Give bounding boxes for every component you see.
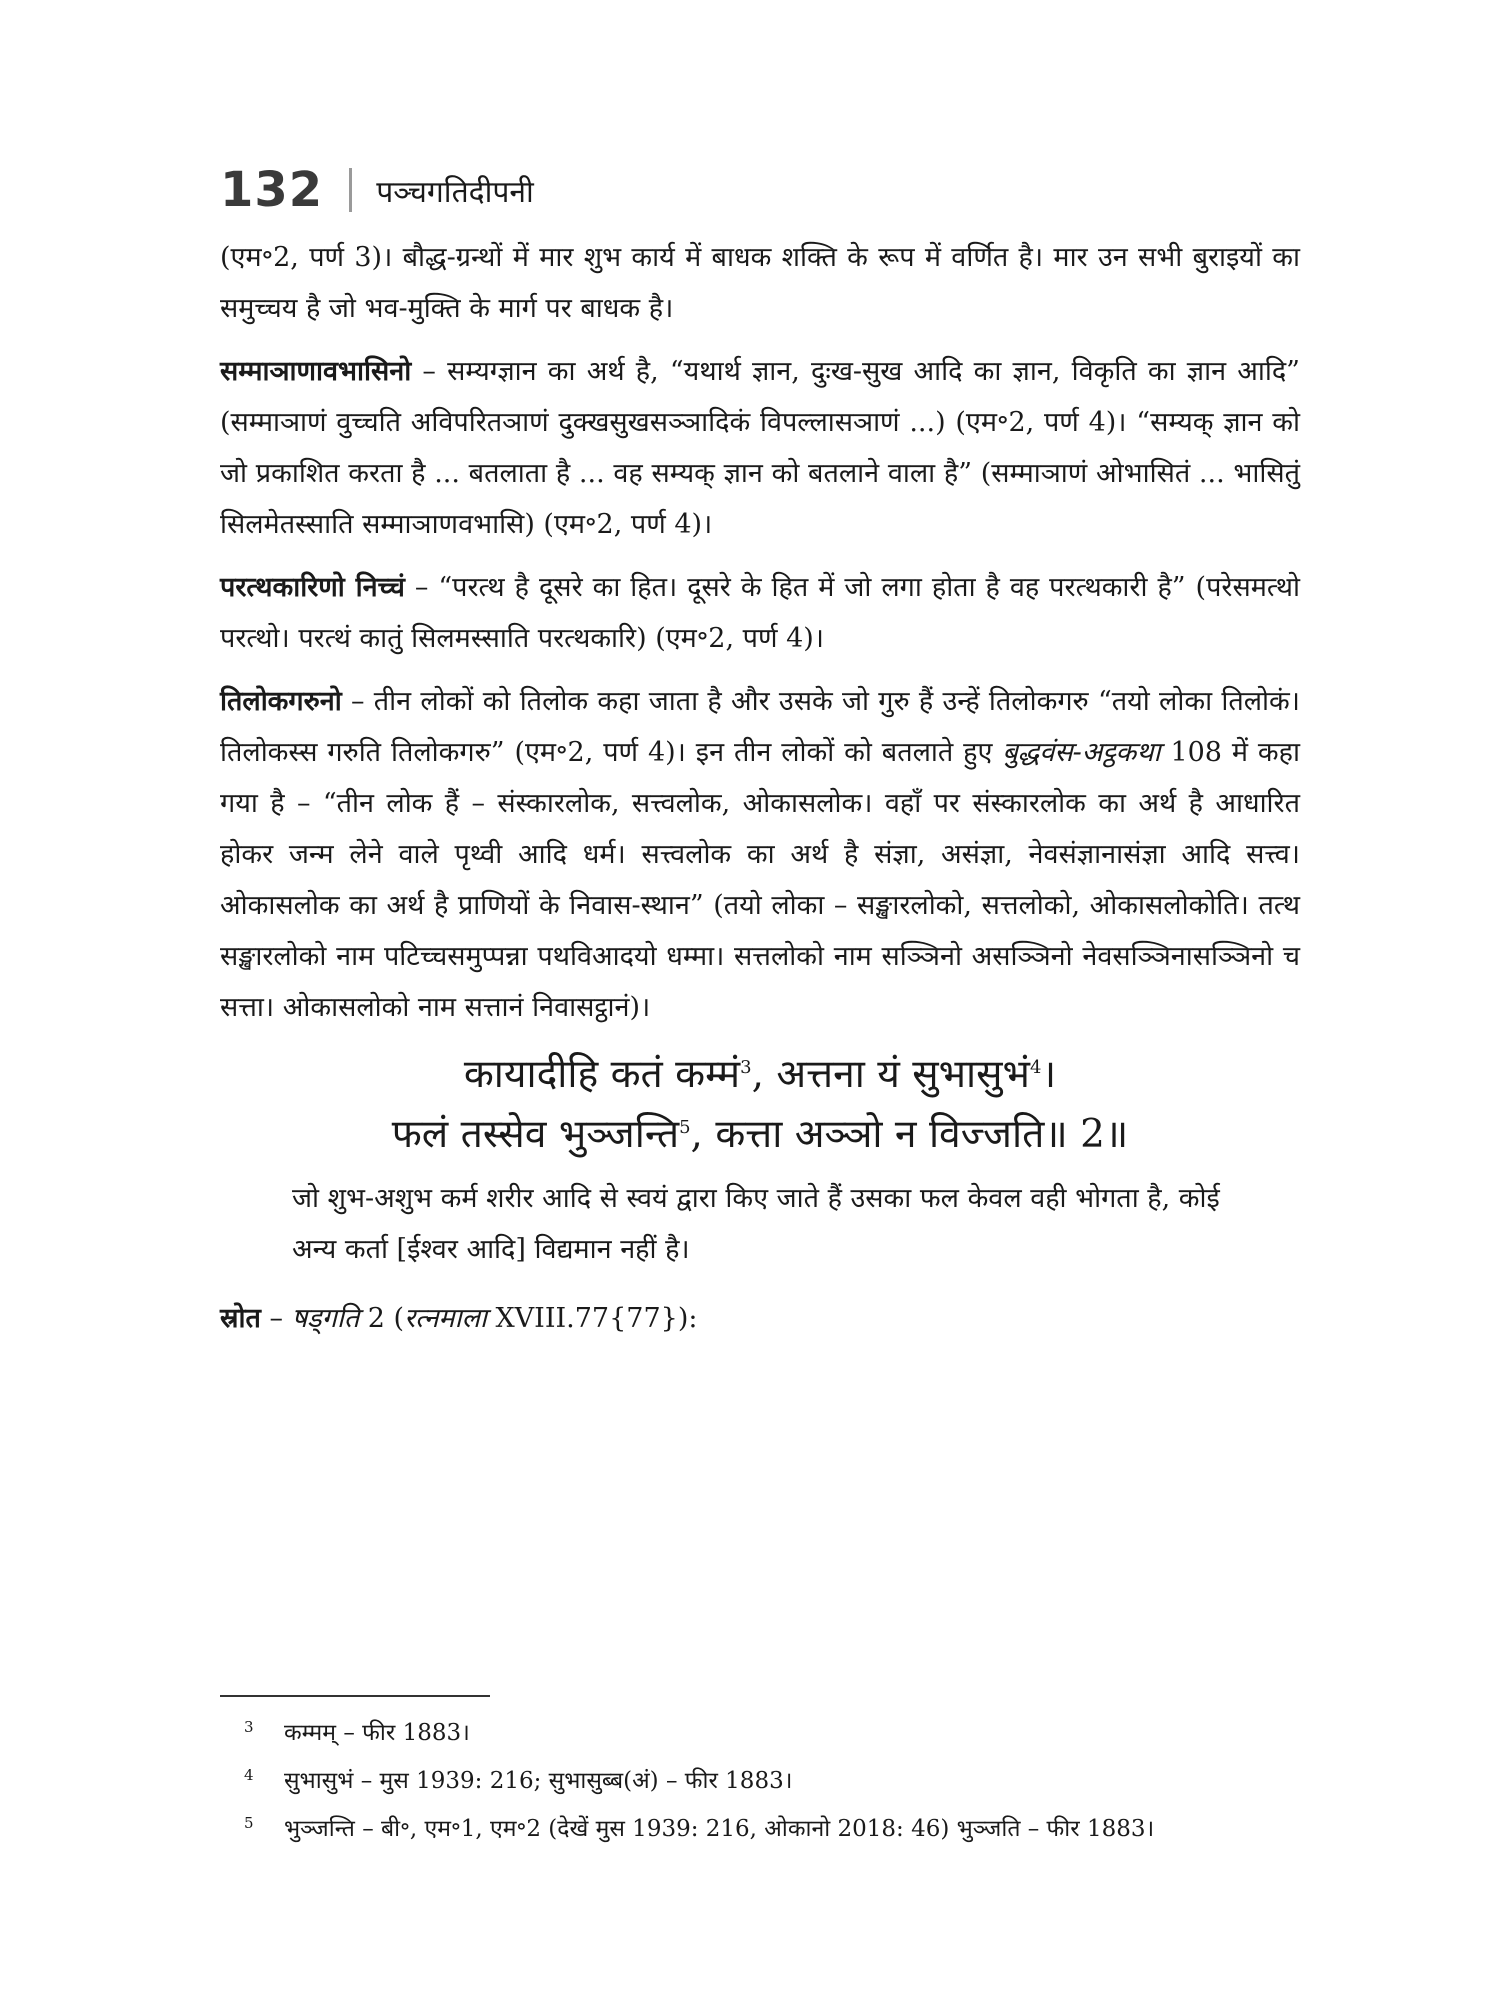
source-reference: XVIII.77{77}):	[486, 1303, 698, 1334]
footnote-ref-4[interactable]: 4	[1029, 1057, 1042, 1078]
verse-line-1-part-c: ।	[1041, 1052, 1057, 1097]
footnote-4	[244, 1760, 1300, 1802]
footnote-text: सुभासुभं – मुस 1939: 216; सुभासुब्ब(अं) – फीर 1883।	[284, 1768, 793, 1794]
paragraph-tilokagaruno	[220, 676, 1300, 1033]
verse-line-1-part-a: कायादीहि कतं कम्मं	[463, 1052, 741, 1097]
verse-line-1-part-b: , अत्तना यं सुभासुभं	[751, 1052, 1030, 1097]
paragraph-tilokagaruno-text-a: – तीन लोकों को तिलोक कहा जाता है और उसके जो गुरु हैं उन्हें तिलोकगरु “तयो लोका तिलोकं। तिलोकस्स गरुति तिलोकगरु” (एम॰2, पर्ण 4)। इन तीन लोकों को बतलाते हुए	[220, 686, 1300, 768]
footnotes	[244, 1712, 1300, 1856]
footnote-number: 3	[244, 1718, 254, 1736]
source-collection: रत्नमाला	[404, 1303, 487, 1334]
body-text	[220, 232, 1300, 1356]
verse-block	[220, 1045, 1300, 1165]
term-sammanana: सम्माञाणावभासिनो	[220, 356, 412, 387]
footnote-divider	[220, 1695, 490, 1697]
source-label: स्रोत	[220, 1303, 261, 1334]
verse-line-2	[220, 1105, 1300, 1165]
paragraph-sammanana-text: – सम्यग्ज्ञान का अर्थ है, “यथार्थ ज्ञान, दुःख-सुख आदि का ज्ञान, विकृति का ज्ञान आदि” (सम्माञाणं वुच्चति अविपरितञाणं दुक्खसुखसञ्ञादिकं विपल्लासञाणं ...) (एम॰2, पर्ण 4)। “सम्यक् ज्ञान को जो प्रकाशित करता है ... बतलाता है ... वह सम्यक् ज्ञान को बतलाने वाला है” (सम्माञाणं ओभासितं ... भासितुं सिलमेतस्साति सम्माञाणवभासि) (एम॰2, पर्ण 4)।	[220, 356, 1300, 540]
term-paratthakarino: परत्थकारिणो निच्चं	[220, 572, 405, 603]
footnote-3	[244, 1712, 1300, 1754]
source-line	[220, 1293, 1300, 1344]
footnote-5	[244, 1808, 1300, 1850]
verse-line-2-part-a: फलं तस्सेव भुञ्जन्ति	[391, 1112, 680, 1157]
source-dash: –	[260, 1303, 292, 1334]
paragraph-tilokagaruno-text-b: 108 में कहा गया है – “तीन लोक हैं – संस्कारलोक, सत्त्वलोक, ओकासलोक। वहाँ पर संस्कारलोक का अर्थ है आधारित होकर जन्म लेने वाले पृथ्वी आदि धर्म। सत्त्वलोक का अर्थ है संज्ञा, असंज्ञा, नेवसंज्ञानासंज्ञा आदि सत्त्व। ओकासलोक का अर्थ है प्राणियों के निवास-स्थान” (तयो लोका – सङ्खारलोको, सत्तलोको, ओकासलोकोति। तत्थ सङ्खारलोको नाम पटिच्चसमुप्पन्ना पथविआदयो धम्मा। सत्तलोको नाम सञ्ञिनो असञ्ञिनो नेवसञ्ञिनासञ्ञिनो च सत्ता। ओकासलोको नाम सत्तानं निवासट्ठानं)।	[220, 737, 1300, 1023]
footnote-number: 4	[244, 1766, 254, 1784]
footnote-ref-5[interactable]: 5	[679, 1117, 691, 1138]
verse-line-1	[220, 1045, 1300, 1105]
footnote-text: कम्मम् – फीर 1883।	[284, 1720, 470, 1746]
verse-translation: जो शुभ-अशुभ कर्म शरीर आदि से स्वयं द्वारा किए जाते हैं उसका फल केवल वही भोगता है, कोई अन्य कर्ता [ईश्वर आदि] विद्यमान नहीं है।	[292, 1183, 1220, 1265]
footnote-text: भुञ्जन्ति – बी॰, एम॰1, एम॰2 (देखें मुस 1939: 216, ओकानो 2018: 46) भुञ्जति – फीर 1883।	[284, 1816, 1155, 1842]
term-tilokagaruno: तिलोकगरुनो	[220, 686, 342, 717]
paragraph-continuation: (एम॰2, पर्ण 3)। बौद्ध-ग्रन्थों में मार शुभ कार्य में बाधक शक्ति के रूप में वर्णित है। मार उन सभी बुराइयों का समुच्चय है जो भव-मुक्ति के मार्ग पर बाधक है।	[220, 242, 1300, 324]
cited-work-title: बुद्धवंस-अट्ठकथा	[1002, 737, 1161, 768]
footnote-number: 5	[244, 1814, 254, 1832]
verse-line-2-part-b: , कत्ता अञ्ञो न विज्जति॥ 2॥	[690, 1112, 1129, 1157]
source-number: 2 (	[359, 1303, 405, 1334]
running-title: पञ्चगतिदीपनी	[376, 174, 534, 210]
footnote-ref-3[interactable]: 3	[740, 1057, 752, 1078]
paragraph-paratthakarino	[220, 562, 1300, 664]
paragraph-paratthakarino-text: – “परत्थ है दूसरे का हित। दूसरे के हित में जो लगा होता है वह परत्थकारी है” (परेसमत्थो परत्थो। परत्थं कातुं सिलमस्साति परत्थकारि) (एम॰2, पर्ण 4)।	[220, 572, 1300, 654]
source-work: षड्गति	[291, 1303, 360, 1334]
page-header	[220, 160, 534, 220]
page-number: 132	[220, 162, 324, 218]
header-divider	[349, 168, 352, 212]
paragraph-sammanana	[220, 346, 1300, 550]
